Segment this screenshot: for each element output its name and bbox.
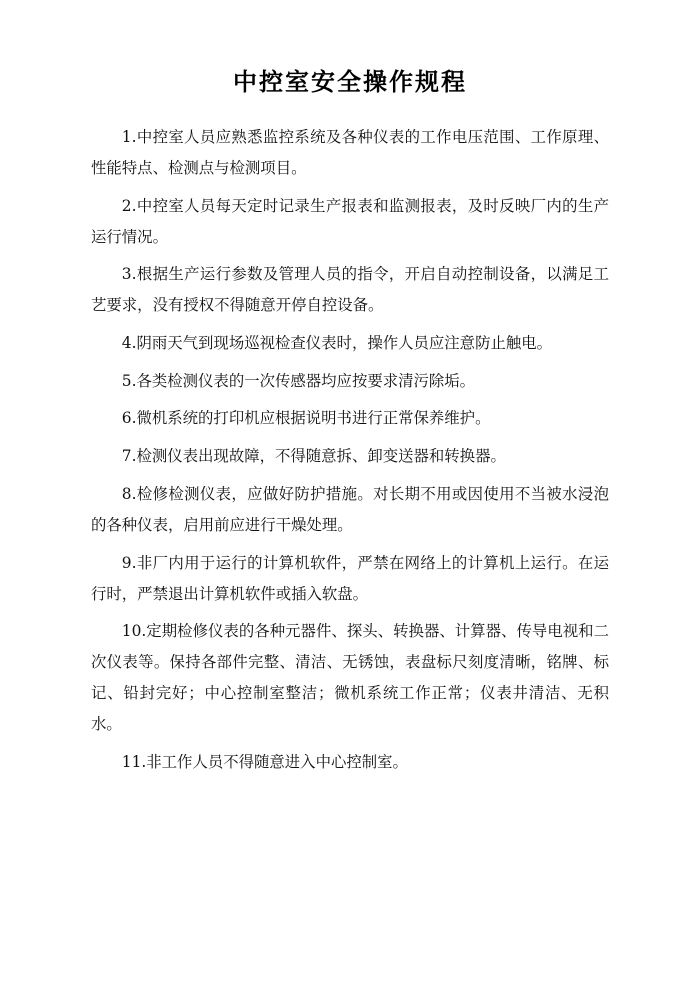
rule-item: 11.非工作人员不得随意进入中心控制室。 (121, 752, 408, 771)
rule-item: 5.各类检测仪表的一次传感器均应按要求清污除垢。 (121, 371, 476, 390)
rule-item: 9.非厂内用于运行的计算机软件，严禁在网络上的计算机上运行。在运行时，严禁退出计算机软件或插入软盘。 (91, 553, 609, 603)
rule-item: 8.检修检测仪表，应做好防护措施。对长期不用或因使用不当被水浸泡的各种仪表，启用前应进行干燥处理。 (91, 484, 609, 534)
rule-item: 4.阴雨天气到现场巡视检查仪表时，操作人员应注意防止触电。 (121, 334, 553, 353)
rule-item: 3.根据生产运行参数及管理人员的指令，开启自动控制设备，以满足工艺要求，没有授权不得随意开停自控设备。 (91, 265, 609, 315)
rule-item: 6.微机系统的打印机应根据说明书进行正常保养维护。 (121, 409, 491, 428)
rule-item: 1.中控室人员应熟悉监控系统及各种仪表的工作电压范围、工作原理、性能特点、检测点与检测项目。 (91, 128, 609, 177)
document-title: 中控室安全操作规程 (233, 68, 467, 96)
rule-item: 2.中控室人员每天定时记录生产报表和监测报表，及时反映厂内的生产运行情况。 (91, 196, 609, 246)
rule-item: 7.检测仪表出现故障，不得随意拆、卸变送器和转换器。 (121, 447, 506, 466)
rules-list (91, 122, 609, 778)
rule-item: 10.定期检修仪表的各种元器件、探头、转换器、计算器、传导电视和二次仪表等。保持各部件完整、清洁、无锈蚀，表盘标尺刻度清晰，铭牌、标记、铅封完好；中心控制室整洁；微机系统工作正常；仪表井清洁、无积水。 (91, 622, 609, 734)
